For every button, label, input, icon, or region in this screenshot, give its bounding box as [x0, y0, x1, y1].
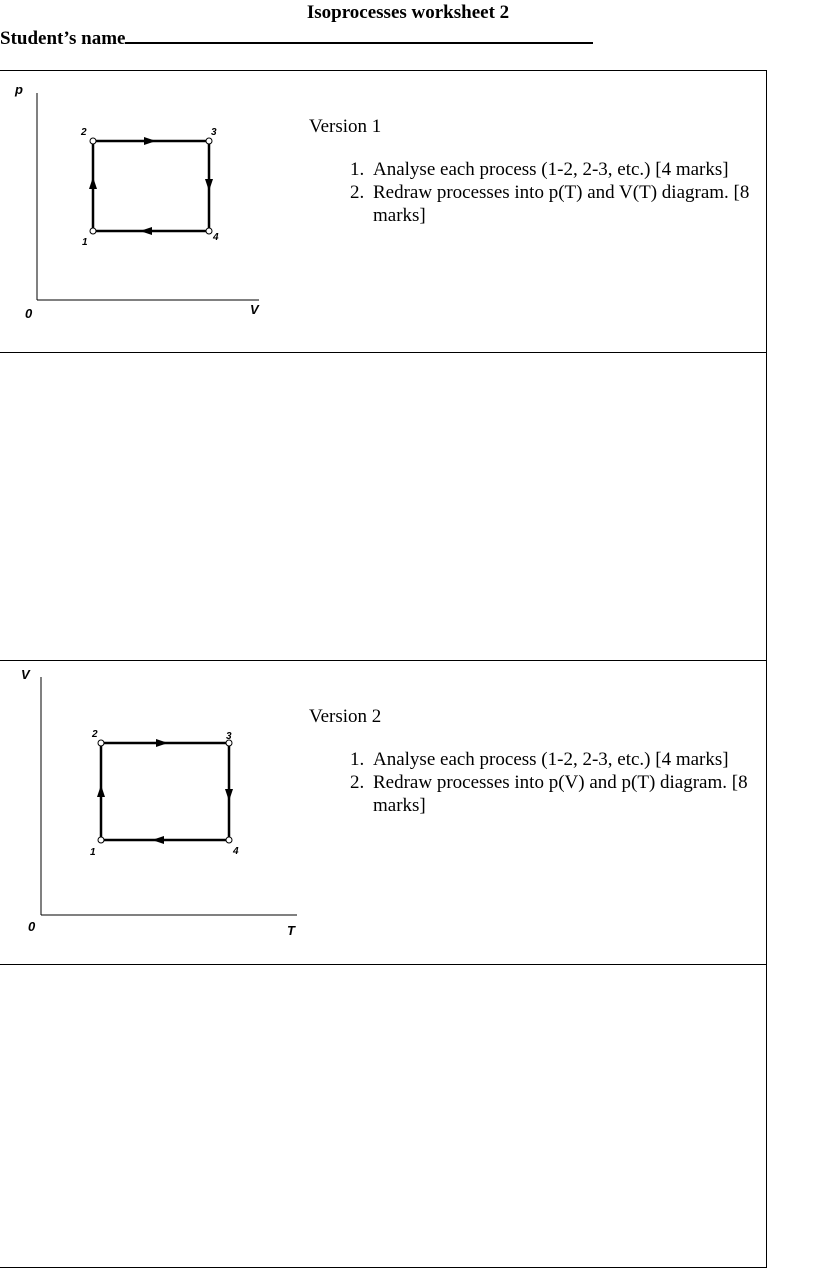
v1-point-2-label: 2 [81, 127, 87, 138]
v2-point-3-label: 3 [226, 731, 232, 742]
v1-x-axis-label: V [250, 302, 259, 317]
student-name-line [0, 26, 593, 50]
version-1-cell [0, 71, 767, 352]
version-1-task-2: 2. Redraw processes into p(T) and V(T) diagram. [8 marks] [369, 181, 759, 227]
v1-y-axis-label: p [15, 82, 23, 97]
version-1-tasks [309, 115, 759, 227]
v1-arrow-left-icon [140, 227, 152, 235]
v1-arrow-right-icon [144, 137, 156, 145]
version-2-tasks [309, 705, 759, 817]
v1-point-1-label: 1 [82, 237, 88, 248]
student-name-label: Student’s name [0, 28, 126, 49]
v2-point-4 [226, 837, 232, 843]
version-2-cell [0, 660, 767, 964]
v1-origin-label: 0 [25, 306, 33, 321]
v2-arrow-left-icon [152, 836, 164, 844]
worksheet-title: Isoprocesses worksheet 2 [306, 2, 510, 23]
version-2-task-list [309, 748, 759, 817]
v2-point-1 [98, 837, 104, 843]
v2-point-2-label: 2 [92, 729, 98, 740]
v2-origin-label: 0 [28, 919, 36, 934]
version-1-answer-space[interactable] [0, 352, 767, 660]
v1-cycle [93, 141, 209, 231]
v2-x-axis-label: T [287, 923, 295, 938]
v1-point-3-label: 3 [211, 127, 217, 138]
version-1-task-list [309, 158, 759, 227]
v2-y-axis-label: V [21, 667, 30, 682]
v2-point-2 [98, 740, 104, 746]
version-2-task-1: 1. Analyse each process (1-2, 2-3, etc.) [4 marks] [369, 748, 759, 771]
v2-point-1-label: 1 [90, 847, 96, 858]
version-2-answer-space[interactable] [0, 964, 767, 1267]
v2-arrow-down-icon [225, 789, 233, 801]
v1-point-2 [90, 138, 96, 144]
version-2-vt-diagram [0, 661, 320, 951]
v2-cycle [101, 743, 229, 840]
version-1-pv-diagram [0, 71, 300, 331]
worksheet-table [0, 70, 767, 1268]
v1-arrow-up-icon [89, 177, 97, 189]
v1-point-4 [206, 228, 212, 234]
v1-point-4-label: 4 [213, 232, 219, 243]
version-2-task-2: 2. Redraw processes into p(V) and p(T) diagram. [8 marks] [369, 771, 759, 817]
version-2-heading: Version 2 [309, 706, 382, 727]
v1-arrow-down-icon [205, 179, 213, 191]
v2-arrow-right-icon [156, 739, 168, 747]
student-name-blank[interactable] [125, 26, 593, 44]
v2-point-4-label: 4 [233, 846, 239, 857]
version-1-task-1: 1. Analyse each process (1-2, 2-3, etc.) [4 marks] [369, 158, 759, 181]
v1-point-1 [90, 228, 96, 234]
v1-point-3 [206, 138, 212, 144]
version-1-heading: Version 1 [309, 116, 382, 137]
v2-arrow-up-icon [97, 785, 105, 797]
